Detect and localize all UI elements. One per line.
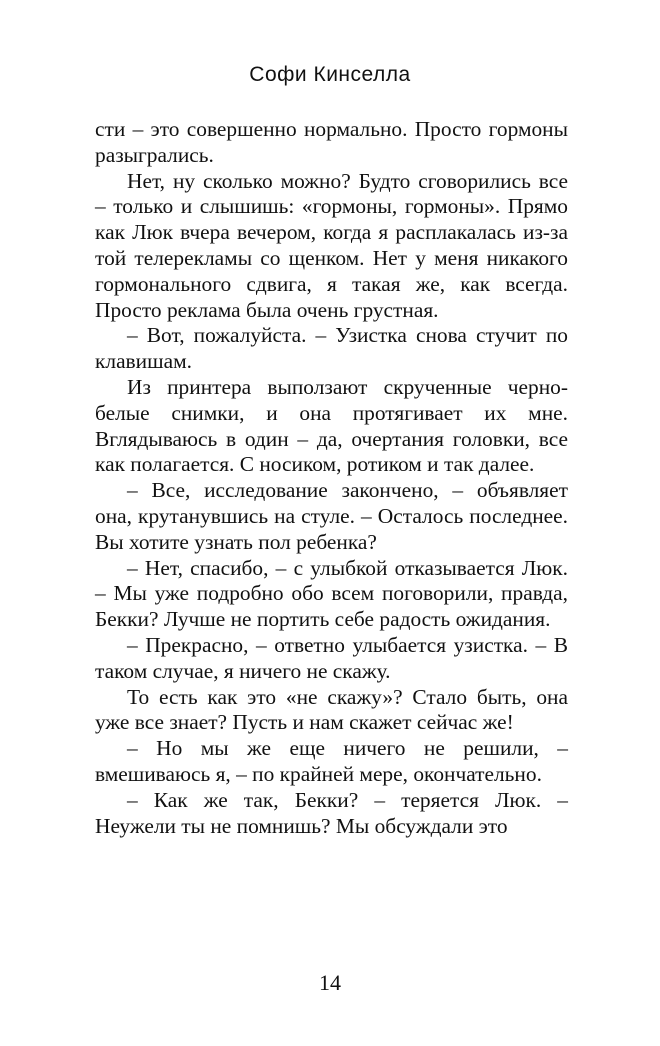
paragraph: – Но мы же еще ничего не решили, – вмешиваюсь я, – по крайней мере, окончательно. [95, 736, 568, 786]
running-head-author: Софи Кинселла [249, 63, 411, 86]
paragraph: – Как же так, Бекки? – теряется Люк. – Неужели ты не помнишь? Мы обсуждали это [95, 787, 568, 838]
paragraph: То есть как это «не скажу»? Стало быть, она уже все знает? Пусть и нам скажет сейчас же! [95, 684, 568, 735]
paragraph: сти – это совершенно нормально. Просто гормоны разыгрались. [95, 117, 568, 167]
page-number: 14 [319, 970, 341, 995]
paragraph: – Прекрасно, – ответно улыбается узистка. – В таком случае, я ничего не скажу. [95, 632, 568, 683]
paragraph: – Нет, спасибо, – с улыбкой отказывается Люк. – Мы уже подробно обо всем поговорили, правда, Бекки? Лучше не портить себе радость ожидания. [95, 555, 568, 632]
paragraph: – Все, исследование закончено, – объявляет она, крутанувшись на стуле. – Осталось последнее. Вы хотите узнать пол ребенка? [95, 478, 568, 554]
paragraph: Нет, ну сколько можно? Будто сговорились все – только и слышишь: «гормоны, гормоны». Прямо как Люк вчера вечером, когда я расплакалась из-за той телерекламы со щенком. Нет у меня никакого гормонального сдвига, я такая же, как всегда. Просто реклама была очень грустная. [95, 168, 568, 322]
paragraph: – Вот, пожалуйста. – Узистка снова стучит по клавишам. [95, 323, 568, 374]
body-text [95, 117, 568, 839]
paragraph: Из принтера выползают скрученные черно-белые снимки, и она протягивает их мне. Вглядываюсь в один – да, очертания головки, все как полагается. С носиком, ротиком и так далее. [95, 374, 568, 477]
